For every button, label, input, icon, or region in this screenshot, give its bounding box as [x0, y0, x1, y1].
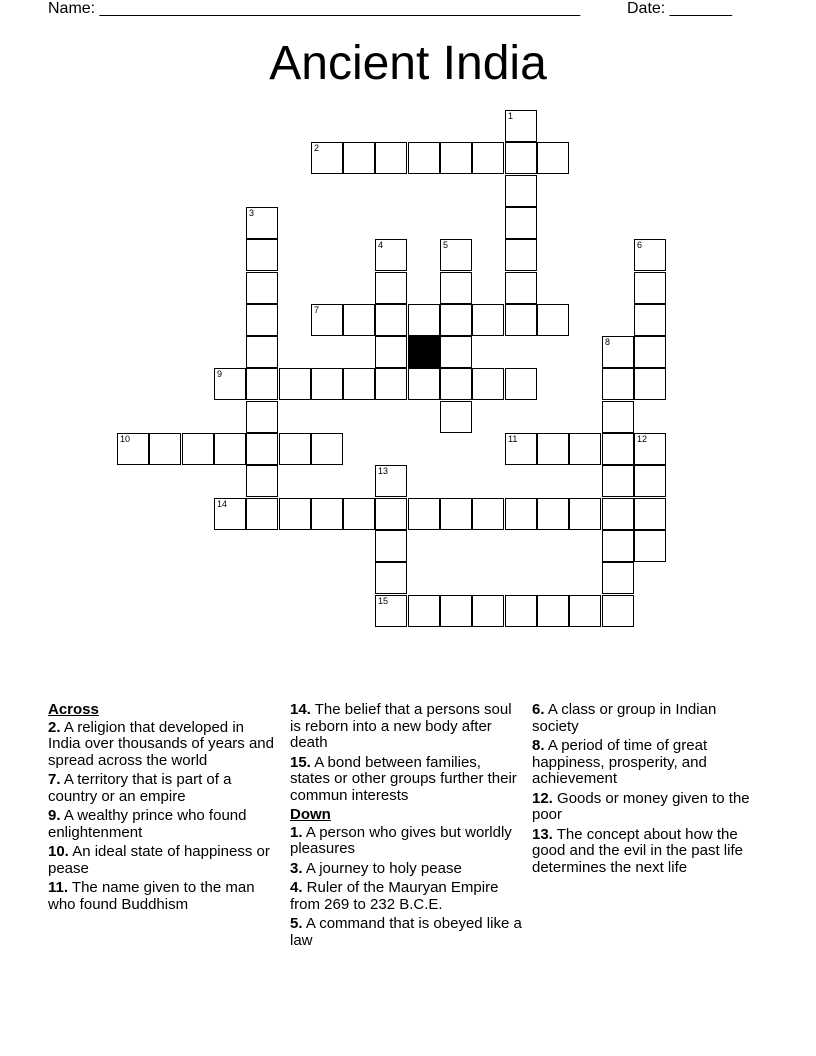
- crossword-cell[interactable]: [246, 433, 278, 465]
- crossword-cell[interactable]: [375, 336, 407, 368]
- crossword-cell[interactable]: [569, 595, 601, 627]
- crossword-cell[interactable]: [182, 433, 214, 465]
- crossword-cell[interactable]: [246, 336, 278, 368]
- crossword-cell[interactable]: [440, 336, 472, 368]
- clue-number: 6: [637, 240, 643, 250]
- crossword-cell[interactable]: [634, 336, 666, 368]
- clue-number: 2: [314, 143, 320, 153]
- clue-number: 8: [605, 337, 611, 347]
- crossword-cell[interactable]: [408, 498, 440, 530]
- crossword-cell[interactable]: [537, 433, 569, 465]
- crossword-cell[interactable]: [375, 498, 407, 530]
- crossword-cell[interactable]: [440, 498, 472, 530]
- crossword-cell[interactable]: [375, 272, 407, 304]
- crossword-cell[interactable]: [472, 304, 504, 336]
- crossword-cell[interactable]: [602, 433, 634, 465]
- crossword-cell[interactable]: [440, 401, 472, 433]
- crossword-cell[interactable]: [375, 239, 407, 271]
- clue-number: 15: [378, 596, 389, 606]
- crossword-cell[interactable]: [602, 595, 634, 627]
- crossword-cell[interactable]: [149, 433, 181, 465]
- clue-across-11: 11. The name given to the man who found Buddhism: [48, 879, 255, 913]
- crossword-cell[interactable]: [634, 239, 666, 271]
- crossword-cell[interactable]: [505, 142, 537, 174]
- crossword-cell[interactable]: [214, 433, 246, 465]
- crossword-cell[interactable]: [343, 304, 375, 336]
- crossword-cell[interactable]: [214, 368, 246, 400]
- crossword-cell[interactable]: [311, 368, 343, 400]
- clues-column-1: [48, 702, 280, 916]
- crossword-cell[interactable]: [343, 368, 375, 400]
- crossword-cell[interactable]: [375, 465, 407, 497]
- crossword-cell[interactable]: [440, 368, 472, 400]
- crossword-cell[interactable]: [440, 595, 472, 627]
- crossword-cell[interactable]: [505, 595, 537, 627]
- crossword-cell[interactable]: [472, 498, 504, 530]
- crossword-cell[interactable]: [537, 595, 569, 627]
- crossword-cell[interactable]: [634, 272, 666, 304]
- crossword-cell[interactable]: [246, 465, 278, 497]
- clue-down-6: 6. A class or group in Indian society: [532, 701, 717, 735]
- crossword-cell[interactable]: [440, 272, 472, 304]
- clue-down-3: 3. A journey to holy pease: [290, 859, 462, 877]
- clue-down-4: 4. Ruler of the Mauryan Empire from 269 to 232 B.C.E.: [290, 879, 499, 913]
- clue-number: 14: [217, 499, 228, 509]
- clue-number: 7: [314, 305, 320, 315]
- crossword-cell[interactable]: [279, 433, 311, 465]
- crossword-cell[interactable]: [408, 304, 440, 336]
- crossword-cell[interactable]: [375, 368, 407, 400]
- crossword-cell[interactable]: [505, 110, 537, 142]
- black-square: [408, 336, 440, 368]
- crossword-cell[interactable]: [634, 433, 666, 465]
- crossword-cell[interactable]: [246, 401, 278, 433]
- clues-column-3: [532, 702, 764, 879]
- clue-across-10: 10. An ideal state of happiness or pease: [48, 843, 270, 877]
- crossword-cell[interactable]: [537, 142, 569, 174]
- crossword-cell[interactable]: [634, 530, 666, 562]
- crossword-cell[interactable]: [505, 175, 537, 207]
- crossword-cell[interactable]: [117, 433, 149, 465]
- clue-across-7: 7. A territory that is part of a country or an empire: [48, 771, 232, 805]
- clue-down-1: 1. A person who gives but worldly pleasures: [290, 823, 512, 857]
- clue-number: 13: [378, 466, 389, 476]
- clue-down-5: 5. A command that is obeyed like a law: [290, 915, 522, 949]
- crossword-cell[interactable]: [311, 304, 343, 336]
- crossword-cell[interactable]: [602, 368, 634, 400]
- crossword-cell[interactable]: [375, 530, 407, 562]
- crossword-cell[interactable]: [375, 562, 407, 594]
- crossword-cell[interactable]: [246, 304, 278, 336]
- clue-number: 12: [637, 434, 648, 444]
- crossword-cell[interactable]: [311, 142, 343, 174]
- clues-column-2: [290, 702, 522, 952]
- crossword-cell[interactable]: [311, 433, 343, 465]
- crossword-cell[interactable]: [246, 368, 278, 400]
- clue-down-8: 8. A period of time of great happiness, prosperity, and achievement: [532, 737, 708, 787]
- clue-across-9: 9. A wealthy prince who found enlightenment: [48, 807, 247, 841]
- crossword-cell[interactable]: [246, 207, 278, 239]
- crossword-cell[interactable]: [602, 336, 634, 368]
- crossword-cell[interactable]: [343, 142, 375, 174]
- crossword-cell[interactable]: [569, 498, 601, 530]
- crossword-cell[interactable]: [505, 272, 537, 304]
- clue-across-15: 15. A bond between families, states or other groups further their commun interests: [290, 753, 517, 804]
- crossword-cell[interactable]: [537, 304, 569, 336]
- crossword-cell[interactable]: [602, 498, 634, 530]
- crossword-cell[interactable]: [537, 498, 569, 530]
- down-heading: Down: [290, 806, 331, 823]
- crossword-cell[interactable]: [505, 368, 537, 400]
- clue-number: 4: [378, 240, 384, 250]
- crossword-cell[interactable]: [246, 239, 278, 271]
- crossword-cell[interactable]: [440, 239, 472, 271]
- crossword-cell[interactable]: [375, 142, 407, 174]
- crossword-cell[interactable]: [634, 465, 666, 497]
- crossword-cell[interactable]: [634, 368, 666, 400]
- crossword-cell[interactable]: [246, 272, 278, 304]
- crossword-cell[interactable]: [279, 498, 311, 530]
- crossword-cell[interactable]: [279, 368, 311, 400]
- crossword-cell[interactable]: [246, 498, 278, 530]
- crossword-cell[interactable]: [472, 142, 504, 174]
- clue-number: 3: [249, 208, 255, 218]
- crossword-cell[interactable]: [602, 465, 634, 497]
- clue-down-13: 13. The concept about how the good and the evil in the past life determines the next life: [532, 825, 743, 876]
- crossword-cell[interactable]: [214, 498, 246, 530]
- crossword-cell[interactable]: [311, 498, 343, 530]
- crossword-cell[interactable]: [634, 498, 666, 530]
- clue-number: 11: [508, 434, 518, 444]
- crossword-cell[interactable]: [505, 498, 537, 530]
- crossword-cell[interactable]: [472, 595, 504, 627]
- crossword-cell[interactable]: [505, 239, 537, 271]
- crossword-cell[interactable]: [440, 142, 472, 174]
- clue-across-2: 2. A religion that developed in India over thousands of years and spread across the world: [48, 718, 274, 769]
- crossword-cell[interactable]: [343, 498, 375, 530]
- crossword-cell[interactable]: [602, 401, 634, 433]
- page-title: Ancient India: [269, 37, 547, 90]
- crossword-cell[interactable]: [440, 304, 472, 336]
- crossword-cell[interactable]: [505, 207, 537, 239]
- crossword-cell[interactable]: [408, 142, 440, 174]
- crossword-cell[interactable]: [602, 562, 634, 594]
- crossword-cell[interactable]: [375, 304, 407, 336]
- clue-number: 10: [120, 434, 131, 444]
- name-field-label: Name: ______________________________________________________: [48, 0, 581, 17]
- date-field-label: Date: _______: [627, 0, 732, 17]
- crossword-cell[interactable]: [634, 304, 666, 336]
- crossword-cell[interactable]: [408, 368, 440, 400]
- crossword-cell[interactable]: [505, 304, 537, 336]
- clue-number: 5: [443, 240, 449, 250]
- clue-down-12: 12. Goods or money given to the poor: [532, 789, 750, 823]
- crossword-cell[interactable]: [375, 595, 407, 627]
- crossword-cell[interactable]: [505, 433, 537, 465]
- crossword-cell[interactable]: [602, 530, 634, 562]
- clue-number: 9: [217, 369, 223, 379]
- clue-number: 1: [508, 111, 514, 121]
- across-heading: Across: [48, 701, 99, 718]
- clue-across-14: 14. The belief that a persons soul is reborn into a new body after death: [290, 701, 512, 751]
- crossword-cell[interactable]: [408, 595, 440, 627]
- crossword-cell[interactable]: [472, 368, 504, 400]
- crossword-cell[interactable]: [569, 433, 601, 465]
